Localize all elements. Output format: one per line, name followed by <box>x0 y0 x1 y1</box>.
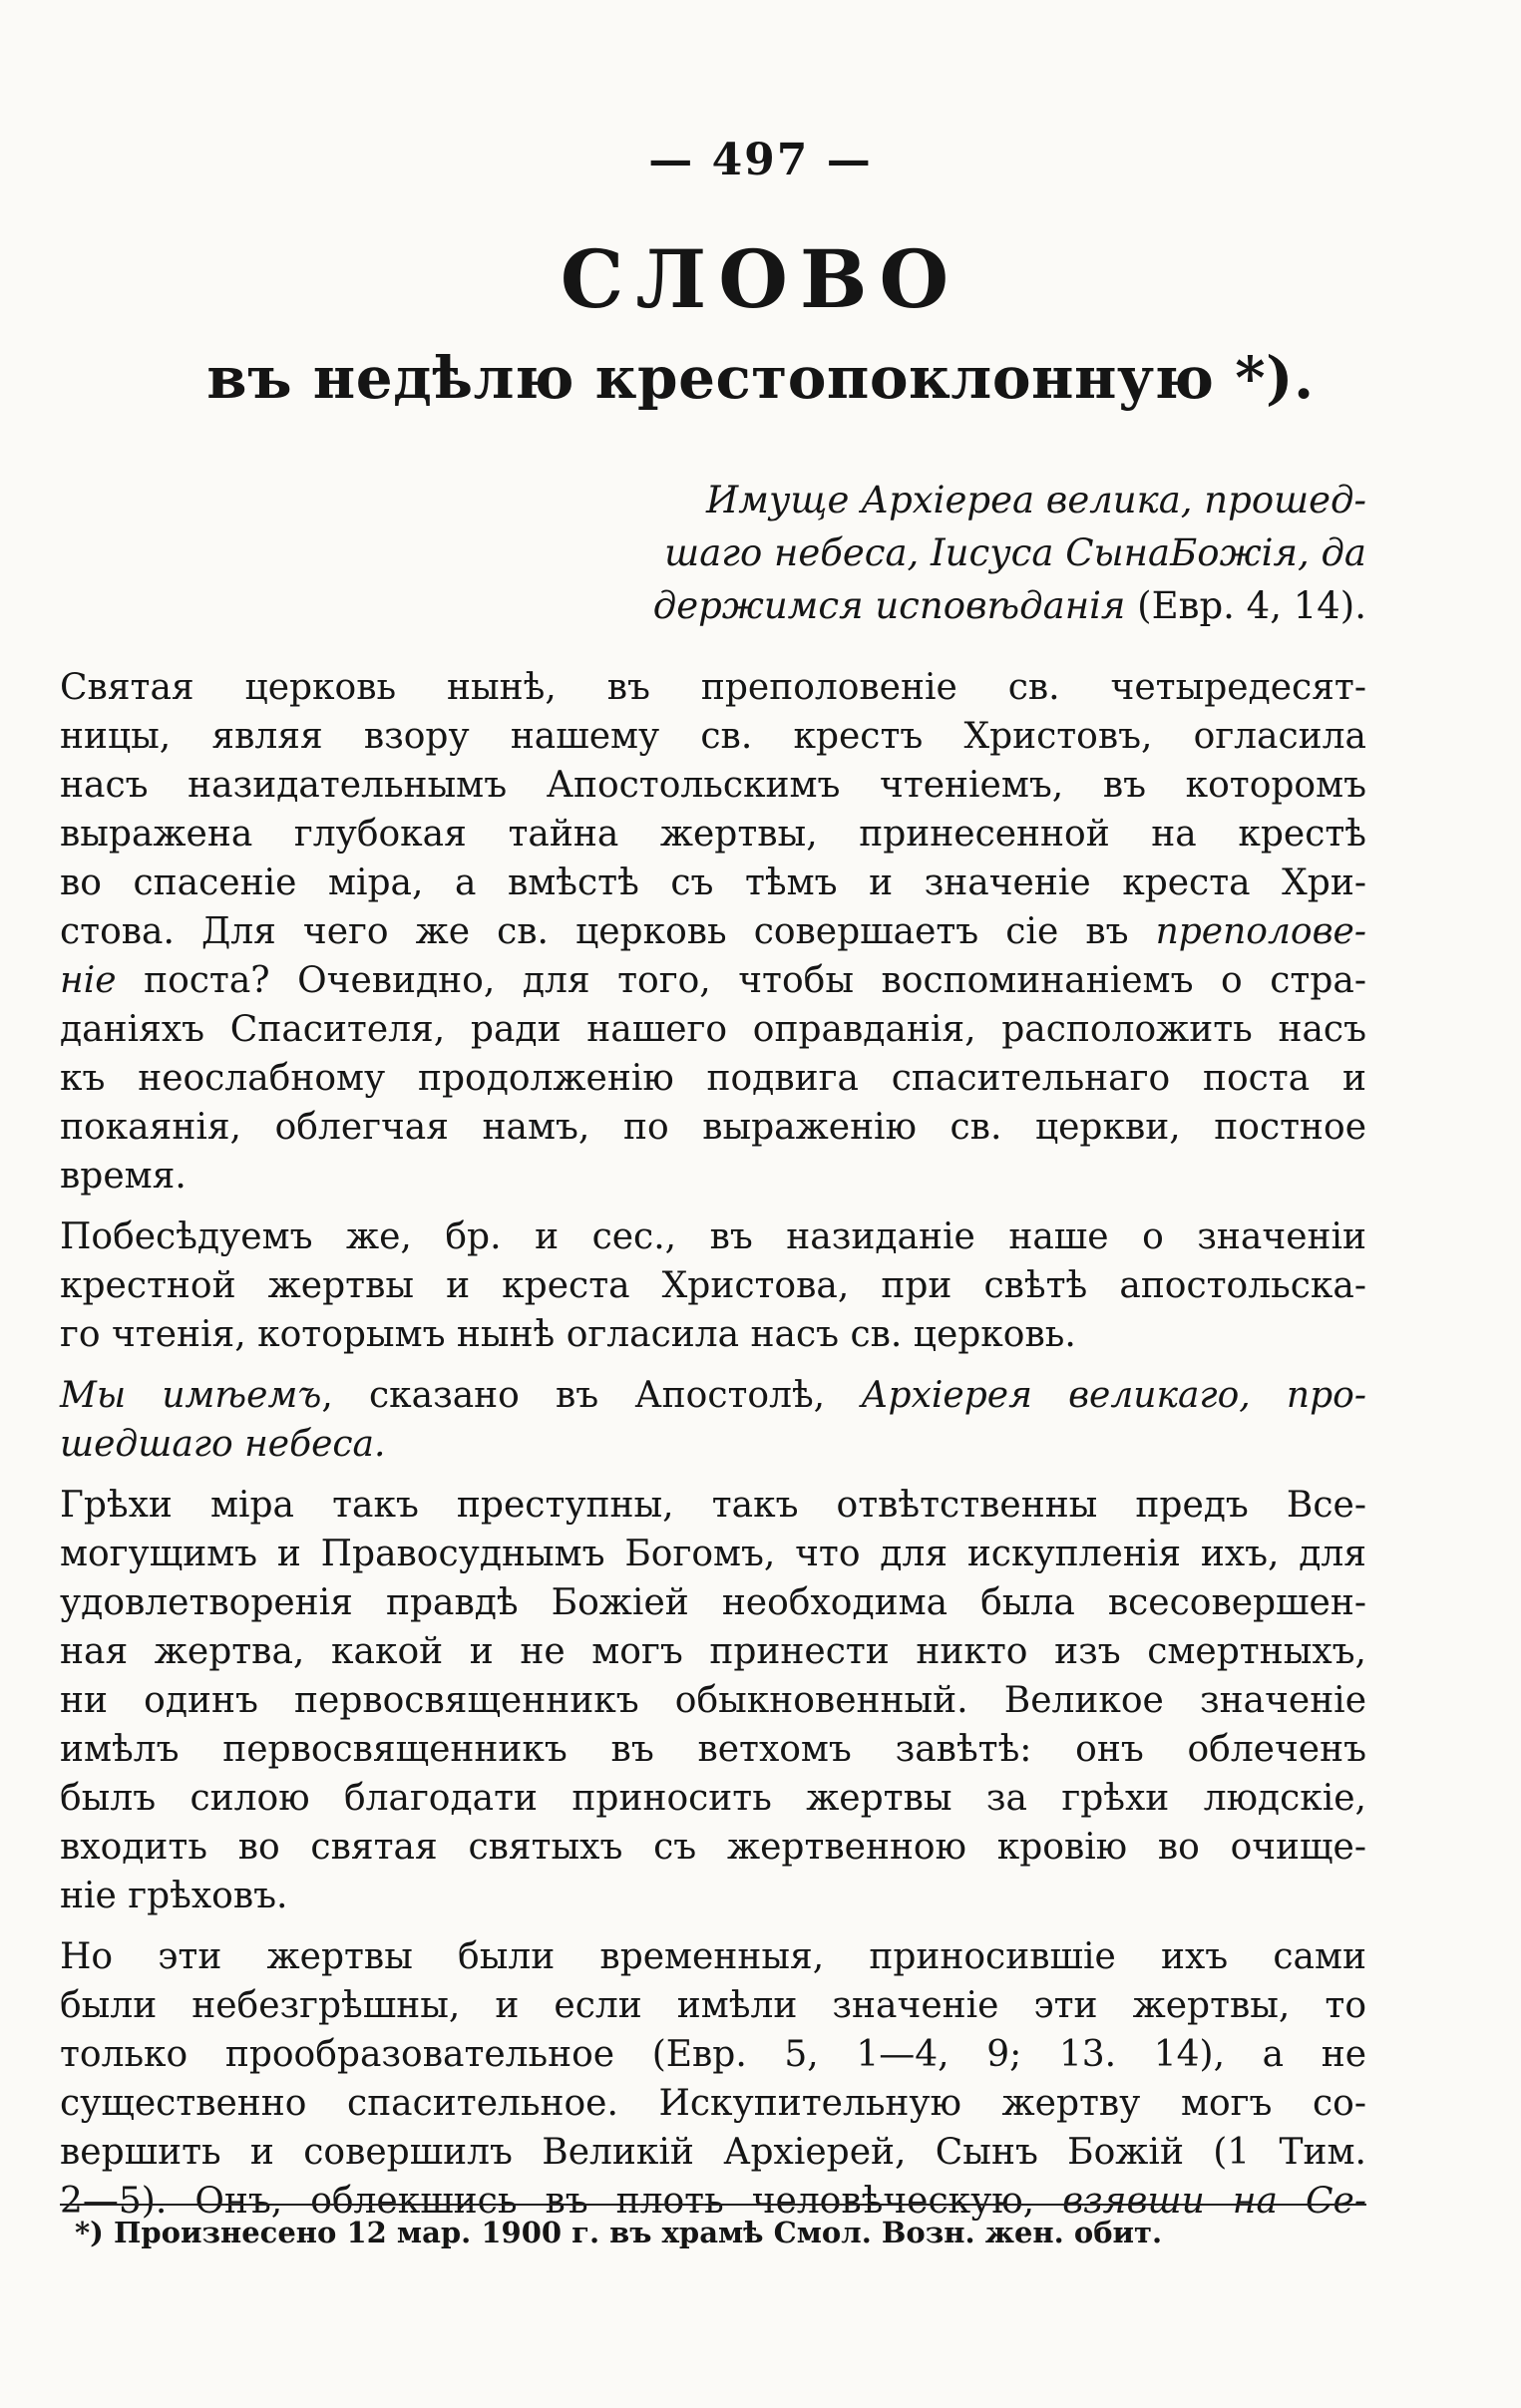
text-fragment: , сказано въ Апостолѣ, <box>321 1375 862 1416</box>
paragraph-3 <box>60 1371 1366 1469</box>
body-text <box>60 663 1366 2237</box>
text-line: были небезгрѣшны, и если имѣли значеніе эти жертвы, то <box>60 1985 1366 2026</box>
text-fragment: 2—5). Онъ, облекшись въ плоть человѣческую, <box>60 2181 1063 2222</box>
epigraph-line <box>569 579 1366 632</box>
text-line: имѣлъ первосвященникъ въ ветхомъ завѣтѣ: онъ облеченъ <box>60 1729 1366 1770</box>
text-line: го чтенія, которымъ нынѣ огласила насъ св. церковь. <box>60 1314 1076 1355</box>
text-line: насъ назидательнымъ Апостольскимъ чтеніемъ, въ которомъ <box>60 765 1366 806</box>
text-line: ницы, являя взору нашему св. крестъ Христовъ, огласила <box>60 716 1366 757</box>
text-line: могущимъ и Правосуднымъ Богомъ, что для искупленія ихъ, для <box>60 1534 1366 1574</box>
text-line: Святая церковь нынѣ, въ преполовеніе св. четыредесят- <box>60 667 1366 708</box>
text-line: входить во святая святыхъ съ жертвенною кровію во очище- <box>60 1827 1366 1868</box>
paragraph-4 <box>60 1481 1366 1920</box>
text-line: былъ силою благодати приносить жертвы за грѣхи людскіе, <box>60 1778 1366 1819</box>
text-line: покаянія, облегчая намъ, по выраженію св. церкви, постное <box>60 1107 1366 1148</box>
text-fragment-italic: Архіерея великаго, про- <box>861 1375 1366 1416</box>
text-fragment: поста? Очевидно, для того, чтобы воспоминаніемъ о стра- <box>116 960 1366 1001</box>
paragraph-5 <box>60 1932 1366 2226</box>
sermon-title: СЛОВО <box>560 232 961 326</box>
text-fragment-italic: преполове- <box>1155 911 1366 952</box>
epigraph-quote: держимся исповѣданія <box>652 584 1126 627</box>
text-fragment: стова. Для чего же св. церковь совершаетъ сіе въ <box>60 911 1156 952</box>
epigraph-line: Имуще Архіереа велика, прошед- <box>706 479 1366 521</box>
text-line <box>60 1371 1366 1420</box>
text-line <box>60 907 1366 956</box>
paragraph-1 <box>60 663 1366 1201</box>
text-line: существенно спасительное. Искупительную жертву могъ со- <box>60 2083 1366 2124</box>
text-line <box>60 956 1366 1005</box>
text-line: Побесѣдуемъ же, бр. и сес., въ назиданіе наше о значеніи <box>60 1216 1366 1257</box>
text-line: къ неослабному продолженію подвига спасительнаго поста и <box>60 1058 1366 1099</box>
page-number: — 497 — <box>648 135 873 185</box>
text-line: Грѣхи міра такъ преступны, такъ отвѣтственны предъ Все- <box>60 1485 1366 1526</box>
text-line: выражена глубокая тайна жертвы, принесенной на крестѣ <box>60 814 1366 855</box>
text-fragment-italic: взявши на Се- <box>1062 2181 1366 2222</box>
text-line: время. <box>60 1156 187 1197</box>
text-line: Но эти жертвы были временныя, приносившіе ихъ сами <box>60 1936 1366 1977</box>
text-line: шедшаго небеса. <box>60 1424 386 1465</box>
epigraph <box>569 474 1366 632</box>
text-line: ни одинъ первосвященникъ обыкновенный. Великое значеніе <box>60 1680 1366 1721</box>
epigraph-reference: (Евр. 4, 14). <box>1125 584 1366 627</box>
epigraph-line: шаго небеса, Іисуса СынаБожія, да <box>664 531 1366 574</box>
text-line: удовлетворенія правдѣ Божіей необходима была всесовершен- <box>60 1582 1366 1623</box>
paragraph-2 <box>60 1212 1366 1359</box>
text-fragment-italic: ніе <box>60 960 117 1001</box>
text-line: во спасеніе міра, а вмѣстѣ съ тѣмъ и значеніе креста Хри- <box>60 862 1366 903</box>
text-line: ніе грѣховъ. <box>60 1876 288 1916</box>
text-line: ная жертва, какой и не могъ принести никто изъ смертныхъ, <box>60 1631 1366 1672</box>
text-line: вершить и совершилъ Великій Архіерей, Сынъ Божій (1 Тим. <box>60 2132 1366 2173</box>
text-line: крестной жертвы и креста Христова, при свѣтѣ апостольска- <box>60 1265 1366 1306</box>
text-line: только прообразовательное (Евр. 5, 1—4, 9; 13. 14), а не <box>60 2034 1366 2075</box>
text-line: даніяхъ Спасителя, ради нашего оправданія, расположить насъ <box>60 1009 1366 1050</box>
footnote-rule <box>60 2204 1366 2206</box>
text-fragment-italic: Мы имѣемъ <box>60 1375 322 1416</box>
footnote: *) Произнесено 12 мар. 1900 г. въ храмѣ Смол. Возн. жен. обит. <box>75 2216 1163 2249</box>
sermon-subtitle: въ недѣлю крестопоклонную *). <box>206 344 1315 412</box>
